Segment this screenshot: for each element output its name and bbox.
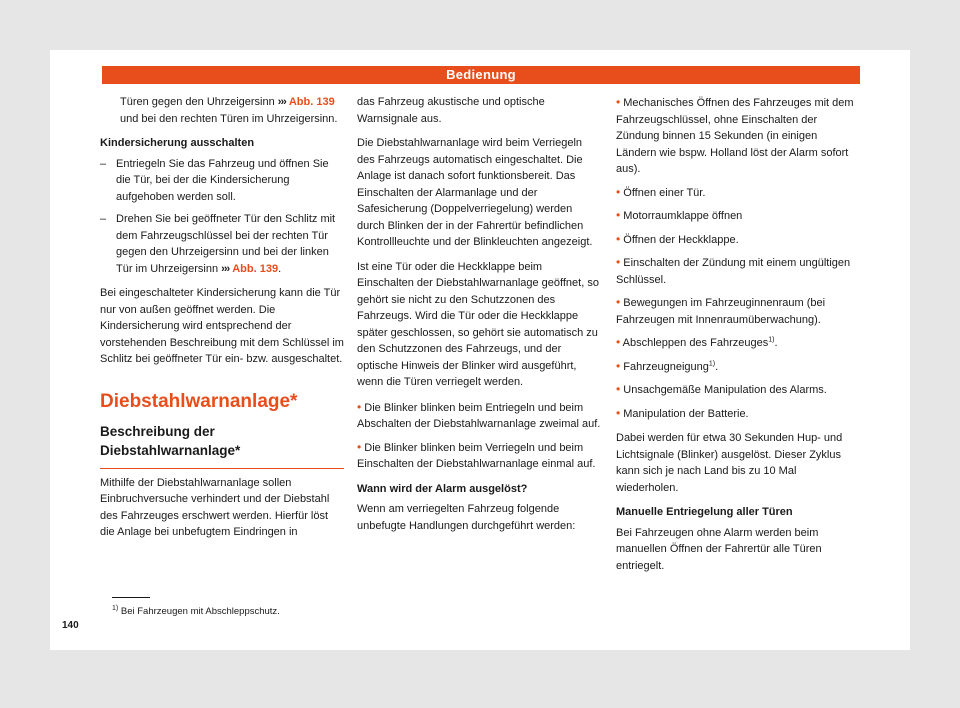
- footnote-ref: 1): [768, 336, 775, 344]
- list-item: [616, 294, 860, 328]
- list-item: [616, 231, 860, 249]
- bullet-icon: •: [616, 358, 621, 373]
- list-item: [357, 439, 601, 473]
- footnote-ref: 1): [708, 359, 716, 367]
- bullet-icon: •: [357, 439, 362, 454]
- dash-mark: –: [100, 157, 107, 170]
- list-item-text: Manipulation der Batterie.: [623, 407, 749, 420]
- body-paragraph: Bei eingeschalteter Kindersicherung kann die Tür nur von außen geöffnet werden. Die Kindersicherung wird entsprechend der vorstehenden Beschreibung mit dem Schlüssel im Schlitz bei geöffneter Tür ein- bzw. ausgeschaltet.: [100, 287, 344, 365]
- bullet-icon: •: [616, 405, 621, 420]
- body-paragraph: das Fahrzeug akustische und optische Warnsignale aus.: [357, 96, 545, 125]
- body-paragraph: Bei Fahrzeugen ohne Alarm werden beim manuellen Öffnen der Fahrertür alle Türen entriegelt.: [616, 526, 822, 572]
- list-item-text: Unsachgemäße Manipulation des Alarms.: [623, 384, 827, 396]
- list-item-text: Abschleppen des Fahrzeuges: [622, 337, 769, 349]
- intro-text-continued: und bei den rechten Türen im Uhrzeigersinn.: [120, 112, 338, 125]
- list-item-text: Öffnen der Heckklappe.: [623, 233, 739, 246]
- subheading-alarm-trigger: Wann wird der Alarm ausgelöst?: [357, 482, 528, 495]
- list-item-text: Bewegungen im Fahrzeuginnenraum (bei Fahrzeugen mit Innenraumüberwachung).: [616, 297, 826, 326]
- section-heading: Diebstahlwarnanlage*: [100, 390, 298, 412]
- intro-text: Türen gegen den Uhrzeigersinn: [120, 96, 275, 108]
- section-header: Bedienung: [102, 66, 860, 84]
- list-item: [357, 399, 601, 433]
- list-item: [616, 381, 860, 399]
- step-item: [100, 156, 344, 206]
- ref-arrow: ›››: [221, 262, 230, 275]
- list-item: [616, 94, 860, 178]
- bullet-icon: •: [616, 231, 621, 246]
- list-item: [616, 254, 860, 288]
- step-end: .: [278, 262, 282, 275]
- figure-ref-link[interactable]: Abb. 139: [232, 262, 279, 275]
- subheading-manual-unlock: Manuelle Entriegelung aller Türen: [616, 506, 793, 518]
- bullet-icon: •: [616, 208, 621, 222]
- footnote-divider: [112, 597, 150, 598]
- bullet-icon: •: [616, 382, 621, 396]
- list-item: [616, 207, 860, 225]
- list-item: [616, 334, 860, 352]
- column-right: [616, 94, 860, 582]
- list-item: [616, 405, 860, 423]
- step-text: Drehen Sie bei geöffneter Tür den Schlitz mit dem Fahrzeugschlüssel bei der rechten Tür gegen den Uhrzeigersinn und bei der linken Tür im Uhrzeigersinn: [116, 213, 336, 275]
- list-item-text: Motorraumklappe öffnen: [623, 210, 743, 222]
- body-paragraph: Ist eine Tür oder die Heckklappe beim Einschalten der Diebstahlwarnanlage geöffnet, so gehört sie nicht zu den Schutzzonen des Fahrzeugs. Wird die Tür oder die Heckklappe später geschlossen, so gehört sie automatisch zu den Schutzzonen des Fahrzeugs, und der optische Hinweis der Blinker wird ausgeführt, wenn die Türen verriegelt werden.: [357, 260, 599, 388]
- subheading-child-lock: Kindersicherung ausschalten: [100, 137, 255, 149]
- ref-arrow: ›››: [277, 96, 286, 108]
- bullet-icon: •: [616, 184, 621, 199]
- list-item-text: Die Blinker blinken beim Entriegeln und beim Abschalten der Diebstahlwarnanlage zweimal auf.: [357, 401, 601, 430]
- column-left: [100, 94, 344, 549]
- manual-page: [50, 50, 910, 650]
- list-item-text: Die Blinker blinken beim Verriegeln und beim Einschalten der Diebstahlwarnanlage einmal auf.: [357, 441, 596, 470]
- intro-paragraph: [100, 94, 344, 127]
- list-item: [616, 184, 860, 202]
- footnote-text: Bei Fahrzeugen mit Abschleppschutz.: [120, 606, 280, 617]
- bullet-icon: •: [616, 95, 621, 109]
- bullet-icon: •: [616, 295, 621, 309]
- body-paragraph: Die Diebstahlwarnanlage wird beim Verriegeln des Fahrzeugs automatisch eingeschaltet. Die Anlage ist danach sofort funktionsbereit. Das Einschalten der Alarmanlage und der Safesicherung (Doppelverriegelung) werden durch Blinken der in der Fahrertür befindlichen Kontrollleuchte und der Blinkleuchten angezeigt.: [357, 137, 593, 248]
- column-middle: [357, 94, 601, 542]
- footnote-mark: 1): [112, 604, 119, 612]
- list-item-text: Öffnen einer Tür.: [623, 186, 706, 199]
- list-item-end: .: [715, 360, 719, 373]
- step-item: [100, 211, 344, 277]
- list-item: [616, 358, 860, 376]
- step-text: Entriegeln Sie das Fahrzeug und öffnen Sie die Tür, bei der die Kindersicherung aufgehoben werden soll.: [116, 157, 329, 203]
- list-item-text: Fahrzeugneigung: [623, 360, 709, 373]
- body-paragraph: Dabei werden für etwa 30 Sekunden Hup- und Lichtsignale (Blinker) ausgelöst. Dieser Zyklus kann sich je nach Land bis zu 10 Mal wiederholen.: [616, 432, 843, 494]
- body-paragraph: Wenn am verriegelten Fahrzeug folgende unbefugte Handlungen durchgeführt werden:: [357, 503, 576, 532]
- figure-ref-link[interactable]: Abb. 139: [288, 96, 335, 108]
- list-item-text: Mechanisches Öffnen des Fahrzeuges mit dem Fahrzeugschlüssel, ohne Einschalten der Zündung binnen 15 Sekunden (in einigen Ländern wie bspw. Holland löst der Alarm sofort aus).: [616, 97, 854, 175]
- bullet-icon: •: [616, 255, 621, 269]
- subsection-heading: Beschreibung der Diebstahlwarnanlage*: [100, 422, 344, 469]
- list-item-end: .: [774, 337, 778, 349]
- bullet-icon: •: [616, 335, 621, 349]
- body-paragraph: Mithilfe der Diebstahlwarnanlage sollen Einbruchversuche verhindert und der Diebstahl des Fahrzeuges erschwert werden. Hierfür löst die Anlage bei unbefugtem Eindringen in: [100, 476, 330, 538]
- list-item-text: Einschalten der Zündung mit einem ungültigen Schlüssel.: [616, 257, 851, 286]
- footnote: [112, 606, 280, 618]
- bullet-icon: •: [357, 399, 362, 414]
- page-number: 140: [62, 620, 79, 631]
- dash-mark: –: [100, 213, 107, 225]
